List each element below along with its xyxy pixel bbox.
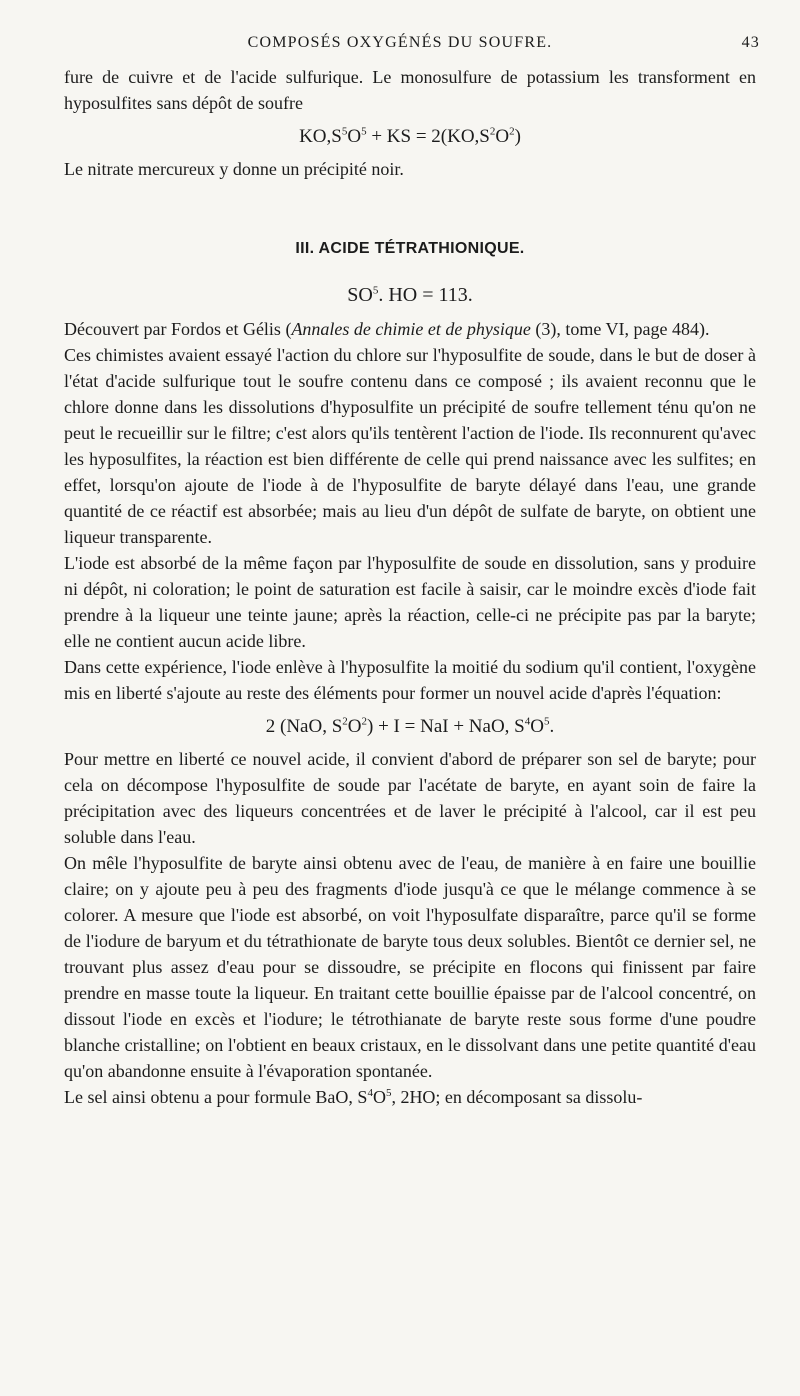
running-head-title: COMPOSÉS OXYGÉNÉS DU SOUFRE. bbox=[247, 34, 553, 51]
paragraph-8: On mêle l'hyposulfite de baryte ainsi obtenu avec de l'eau, de manière à en faire une bouillie claire; on y ajoute peu à peu des fragments d'iode jusqu'à ce que le mélange commence à se colorer. A mesure que l'iode est absorbé, on voit l'hyposulfate disparaître, parce qu'il se forme de l'iodure de baryum et du tétrathionate de baryte tous deux solubles. Bientôt ce dernier sel, ne trouvant plus assez d'eau pour se dissoudre, se précipite en flocons qui finissent par faire prendre en masse toute la liqueur. En traitant cette bouillie épaisse par de l'alcool concentré, on dissout l'iode en excès et l'iodure; le tétrothianate de baryte reste sous forme d'une poudre blanche cristalline; on l'obtient en beaux cristaux, en le dissolvant dans une petite quantité d'eau qu'on abandonne ensuite à l'évaporation spontanée. bbox=[64, 853, 756, 1081]
paragraph-5: L'iode est absorbé de la même façon par l'hyposulfite de soude en dissolution, sans y produire ni dépôt, ni coloration; le point de saturation est facile à saisir, car le moindre excès d'iode fait prendre à la liqueur une teinte jaune; après la réaction, celle-ci ne précipite pas par la baryte; elle ne contient aucun acide libre. bbox=[64, 553, 756, 651]
paragraph-3: Découvert par Fordos et Gélis (Annales de chimie et de physique (3), tome VI, page 484). bbox=[64, 319, 710, 339]
paragraph-9: Le sel ainsi obtenu a pour formule BaO, $S^4O^5$, 2HO; en décomposant sa dissolu- bbox=[64, 1087, 643, 1107]
paragraph-7: Pour mettre en liberté ce nouvel acide, il convient d'abord de préparer son sel de baryte; pour cela on décompose l'hyposulfite de soude par l'acétate de baryte, en ayant soin de faire la précipitation avec des liqueurs concentrées et de laver le précipité à l'alcool, car il est peu soluble dans l'eau. bbox=[64, 749, 756, 847]
paragraph-1: fure de cuivre et de l'acide sulfurique. Le monosulfure de potassium les transforment en hyposulfites sans dépôt de soufre bbox=[64, 67, 756, 113]
page-number: 43 bbox=[741, 34, 760, 51]
running-head bbox=[40, 34, 760, 58]
section-formula: $SO^5$. HO = 113. bbox=[347, 284, 473, 306]
paragraph-6: Dans cette expérience, l'iode enlève à l'hyposulfite la moitié du sodium qu'il contient, l'oxygène mis en liberté s'ajoute au reste des éléments pour former un nouvel acide d'après l'équation: bbox=[64, 657, 756, 703]
formula-potassium: $KO,S^5O^5$ + KS = $2(KO,S^2O^2)$ bbox=[299, 125, 521, 147]
section-heading: III. ACIDE TÉTRATHIONIQUE. bbox=[295, 240, 525, 257]
citation-title: Annales de chimie et de physique bbox=[291, 319, 531, 339]
paragraph-2: Le nitrate mercureux y donne un précipité noir. bbox=[64, 159, 404, 179]
page-body bbox=[64, 64, 756, 1110]
paragraph-4: Ces chimistes avaient essayé l'action du chlore sur l'hyposulfite de soude, dans le but de doser à l'état d'acide sulfurique tout le soufre contenu dans ce composé ; ils avaient reconnu que le chlore donne dans les dissolutions d'hyposulfite un précipité de soufre tellement ténu qu'on ne peut le recueillir sur le filtre; c'est alors qu'ils tentèrent l'action de l'iode. Ils reconnurent qu'avec les hyposulfites, la réaction est bien différente de celle qui prend naissance avec les sulfites; en effet, lorsqu'on ajoute de l'iode à de l'hyposulfite de baryte délayé dans l'eau, une grande quantité de ce réactif est absorbée; mais au lieu d'un dépôt de sulfate de baryte, on obtient une liqueur transparente. bbox=[64, 345, 756, 547]
formula-equation: 2 (NaO, $S^2O^2) + I$ = NaI + NaO, $S^4O^5$. bbox=[265, 715, 555, 737]
